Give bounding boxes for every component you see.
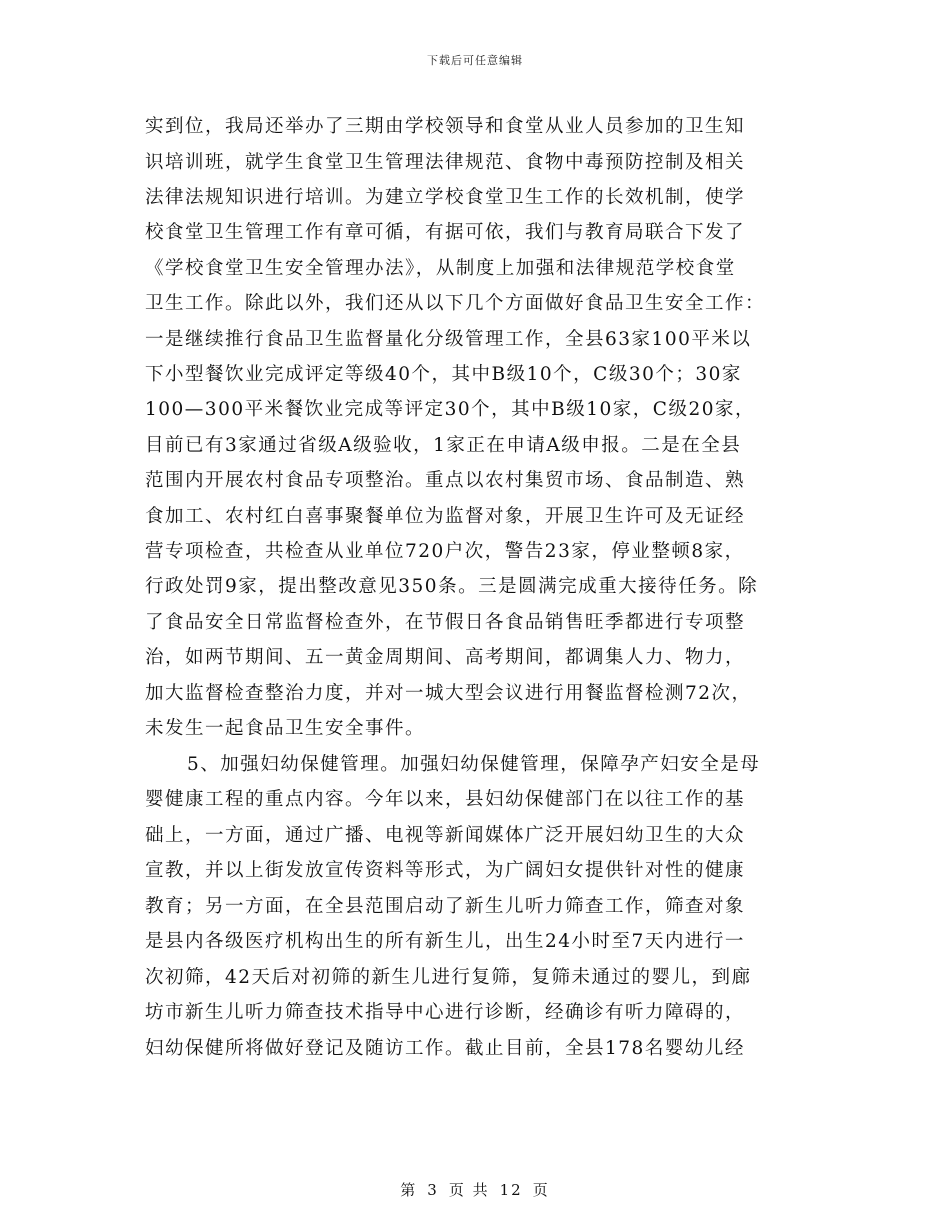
text-line: 教育；另一方面，在全县范围启动了新生儿听力筛查工作，筛查对象 [145, 896, 746, 917]
footer-prefix: 第 [400, 1181, 418, 1199]
text-line: 婴健康工程的重点内容。今年以来，县妇幼保健部门在以往工作的基 [145, 789, 746, 810]
text-line: 妇幼保健所将做好登记及随访工作。截止目前，全县178名婴幼儿经 [145, 1038, 745, 1059]
text-line: 食加工、农村红白喜事聚餐单位为监督对象，开展卫生许可及无证经 [145, 506, 746, 527]
footer-suffix: 页 [532, 1181, 550, 1199]
text-line: 坊市新生儿听力筛查技术指导中心进行诊断，经确诊有听力障碍的， [145, 1002, 746, 1023]
text-line: 础上，一方面，通过广播、电视等新闻媒体广泛开展妇幼卫生的大众 [145, 825, 746, 846]
text-line: 未发生一起食品卫生安全事件。 [145, 718, 426, 739]
text-line: 识培训班，就学生食堂卫生管理法律规范、食物中毒预防控制及相关 [145, 152, 746, 173]
text-line: 一是继续推行食品卫生监督量化分级管理工作，全县63家100平米以 [145, 329, 752, 350]
text-line: 是县内各级医疗机构出生的所有新生儿，出生24小时至7天内进行一 [145, 931, 745, 952]
text-line: 100—300平米餐饮业完成等评定30个，其中B级10家，C级20家， [145, 399, 755, 420]
text-line: 次初筛，42天后对初筛的新生儿进行复筛，复筛未通过的婴儿，到廊 [145, 967, 752, 988]
text-line: 宣教，并以上街发放宣传资料等形式，为广阔妇女提供针对性的健康 [145, 860, 746, 881]
text-line: 治，如两节期间、五一黄金周期间、高考期间，都调集人力、物力， [145, 647, 746, 668]
page-footer [0, 1180, 950, 1200]
footer-page-number: 3 [427, 1181, 439, 1199]
text-line: 校食堂卫生管理工作有章可循，有据可依，我们与教育局联合下发了 [145, 222, 746, 243]
text-line: 行政处罚9家，提出整改意见350条。三是圆满完成重大接待任务。除 [145, 576, 759, 597]
text-line: 实到位，我局还举办了三期由学校领导和食堂从业人员参加的卫生知 [145, 116, 746, 137]
text-line: 营专项检查，共检查从业单位720户次，警告23家，停业整顿8家， [145, 541, 745, 562]
text-line: 法律法规知识进行培训。为建立学校食堂卫生工作的长效机制，使学 [145, 187, 746, 208]
footer-middle: 页 共 [448, 1181, 490, 1199]
text-line: 卫生工作。除此以外，我们还从以下几个方面做好食品卫生安全工作： [145, 293, 766, 314]
text-line: 了食品安全日常监督检查外，在节假日各食品销售旺季都进行专项整 [145, 612, 746, 633]
text-line: 《学校食堂卫生安全管理办法》，从制度上加强和法律规范学校食堂 [145, 258, 736, 279]
text-line: 下小型餐饮业完成评定等级40个，其中B级10个，C级30个；30家 [145, 364, 742, 385]
footer-total-pages: 12 [499, 1181, 523, 1199]
text-line: 5、加强妇幼保健管理。加强妇幼保健管理，保障孕产妇安全是母 [187, 754, 761, 775]
text-line: 目前已有3家通过省级A级验收，1家正在申请A级申报。二是在全县 [145, 435, 742, 456]
text-line: 范围内开展农村食品专项整治。重点以农村集贸市场、食品制造、熟 [145, 470, 746, 491]
page-header: 下载后可任意编辑 [427, 54, 523, 67]
text-line: 加大监督检查整治力度，并对一城大型会议进行用餐监督检测72次， [145, 683, 752, 704]
